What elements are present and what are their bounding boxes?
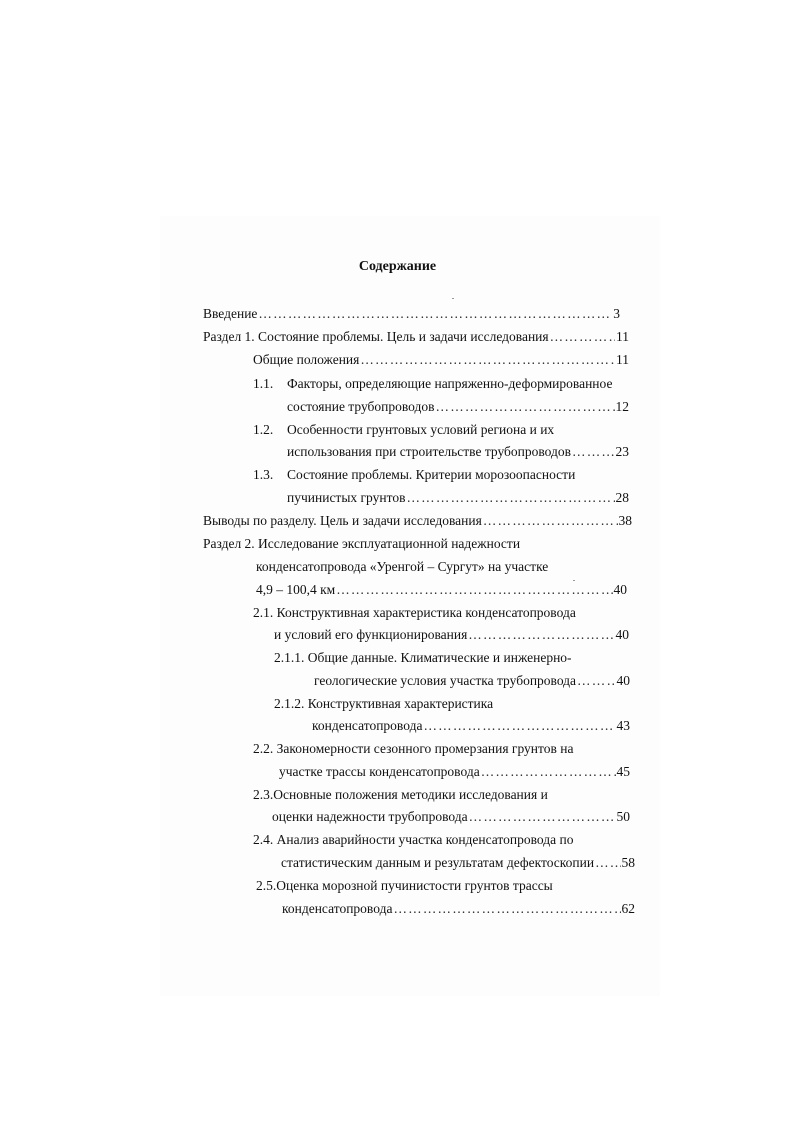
toc-entry-2-5[interactable] xyxy=(282,901,635,917)
toc-page-number: 45 xyxy=(616,764,630,779)
toc-page-number: 40 xyxy=(615,627,629,642)
toc-page-number: 38 xyxy=(618,513,632,528)
toc-entry-2-1-1[interactable] xyxy=(314,673,630,689)
toc-entry-label: Раздел 1. Состояние проблемы. Цель и задачи исследования xyxy=(203,329,549,344)
leader-dots xyxy=(258,306,612,322)
toc-entry-2-3[interactable] xyxy=(272,809,630,825)
toc-entry-label-line[interactable]: 2.1. Конструктивная характеристика конденсатопровода xyxy=(253,605,576,620)
toc-entry-label: 4,9 – 100,4 км xyxy=(256,582,336,597)
toc-entry-2-1-2[interactable] xyxy=(312,718,630,734)
leader-dots xyxy=(481,764,616,780)
toc-entry-label-line[interactable]: Факторы, определяющие напряженно-деформированное xyxy=(287,376,613,391)
toc-entry-label-line[interactable]: 2.1.2. Конструктивная характеристика xyxy=(274,696,494,711)
toc-entry-section-2[interactable] xyxy=(256,582,627,598)
leader-dots xyxy=(393,901,620,917)
toc-entry-label-line[interactable]: 2.5.Оценка морозной пучинистости грунтов трассы xyxy=(256,878,553,893)
toc-entry-label: пучинистых грунтов xyxy=(287,490,406,505)
toc-title: Содержание xyxy=(358,259,437,274)
toc-entry-label-line[interactable]: Раздел 2. Исследование эксплуатационной надежности xyxy=(203,536,521,551)
toc-entry-label: Общие положения xyxy=(253,352,360,367)
toc-entry-label: состояние трубопроводов xyxy=(287,399,435,414)
toc-entry-intro[interactable] xyxy=(203,306,620,322)
toc-entry-label-line[interactable]: конденсатопровода «Уренгой – Сургут» на участке xyxy=(256,559,549,574)
toc-page-number: 3 xyxy=(613,306,620,321)
toc-entry-label: и условий его функционирования xyxy=(274,627,468,642)
toc-entry-conclusions[interactable] xyxy=(203,513,632,529)
toc-entry-label-line[interactable]: 2.1.1. Общие данные. Климатические и инженерно- xyxy=(274,650,572,665)
leader-dots xyxy=(436,399,615,415)
toc-entry-label: конденсатопровода xyxy=(312,718,423,733)
toc-entry-label-line[interactable]: Состояние проблемы. Критерии морозоопасности xyxy=(287,467,576,482)
leader-dots xyxy=(469,809,616,825)
leader-dots xyxy=(468,627,614,643)
toc-entry-label: участке трассы конденсатопровода xyxy=(279,764,480,779)
leader-dots xyxy=(572,444,614,460)
toc-entry-general[interactable] xyxy=(253,352,629,368)
toc-entry-label-line[interactable]: 2.4. Анализ аварийности участка конденсатопровода по xyxy=(253,832,574,847)
toc-entry-number: 1.3. xyxy=(253,467,274,482)
toc-entry-label: статистическим данным и результатам дефектоскопии xyxy=(281,855,595,870)
toc-page-number: 11 xyxy=(616,352,629,367)
toc-entry-label: использования при строительстве трубопроводов xyxy=(287,444,572,459)
toc-page-number: 40 xyxy=(613,582,627,597)
leader-dots xyxy=(483,513,618,529)
toc-entry-label: конденсатопровода xyxy=(282,901,393,916)
toc-entry-number: 1.1. xyxy=(253,376,274,391)
toc-entry-label: оценки надежности трубопровода xyxy=(272,809,468,824)
toc-page-number: 28 xyxy=(615,490,629,505)
toc-page-number: 11 xyxy=(616,329,629,344)
toc-page-number: 12 xyxy=(615,399,629,414)
toc-entry-1-2[interactable] xyxy=(287,444,629,460)
toc-entry-section-1[interactable] xyxy=(203,329,629,345)
leader-dots xyxy=(550,329,615,345)
toc-page-number: 23 xyxy=(615,444,629,459)
toc-entry-number: 1.2. xyxy=(253,422,274,437)
toc-entry-label-line[interactable]: Особенности грунтовых условий региона и их xyxy=(287,422,555,437)
leader-dots xyxy=(406,490,614,506)
leader-dots xyxy=(423,718,615,734)
toc-entry-1-3[interactable] xyxy=(287,490,629,506)
toc-entry-2-1[interactable] xyxy=(274,627,629,643)
leader-dots xyxy=(595,855,620,871)
toc-entry-2-2[interactable] xyxy=(279,764,630,780)
toc-page-number: 62 xyxy=(621,901,635,916)
leader-dots xyxy=(336,582,612,598)
toc-page-number: 43 xyxy=(616,718,630,733)
scan-speck xyxy=(573,580,575,581)
leader-dots xyxy=(360,352,615,368)
toc-entry-label: Введение xyxy=(203,306,258,321)
toc-entry-label: Выводы по разделу. Цель и задачи исследования xyxy=(203,513,482,528)
toc-page-number: 40 xyxy=(616,673,630,688)
toc-entry-1-1[interactable] xyxy=(287,399,629,415)
scan-speck xyxy=(452,298,454,299)
toc-entry-label-line[interactable]: 2.3.Основные положения методики исследования и xyxy=(253,787,548,802)
toc-page-number: 50 xyxy=(616,809,630,824)
leader-dots xyxy=(577,673,615,689)
toc-page-number: 58 xyxy=(621,855,635,870)
toc-entry-label-line[interactable]: 2.2. Закономерности сезонного промерзания грунтов на xyxy=(253,741,574,756)
toc-entry-label: геологические условия участка трубопровода xyxy=(314,673,577,688)
toc-entry-2-4[interactable] xyxy=(281,855,635,871)
